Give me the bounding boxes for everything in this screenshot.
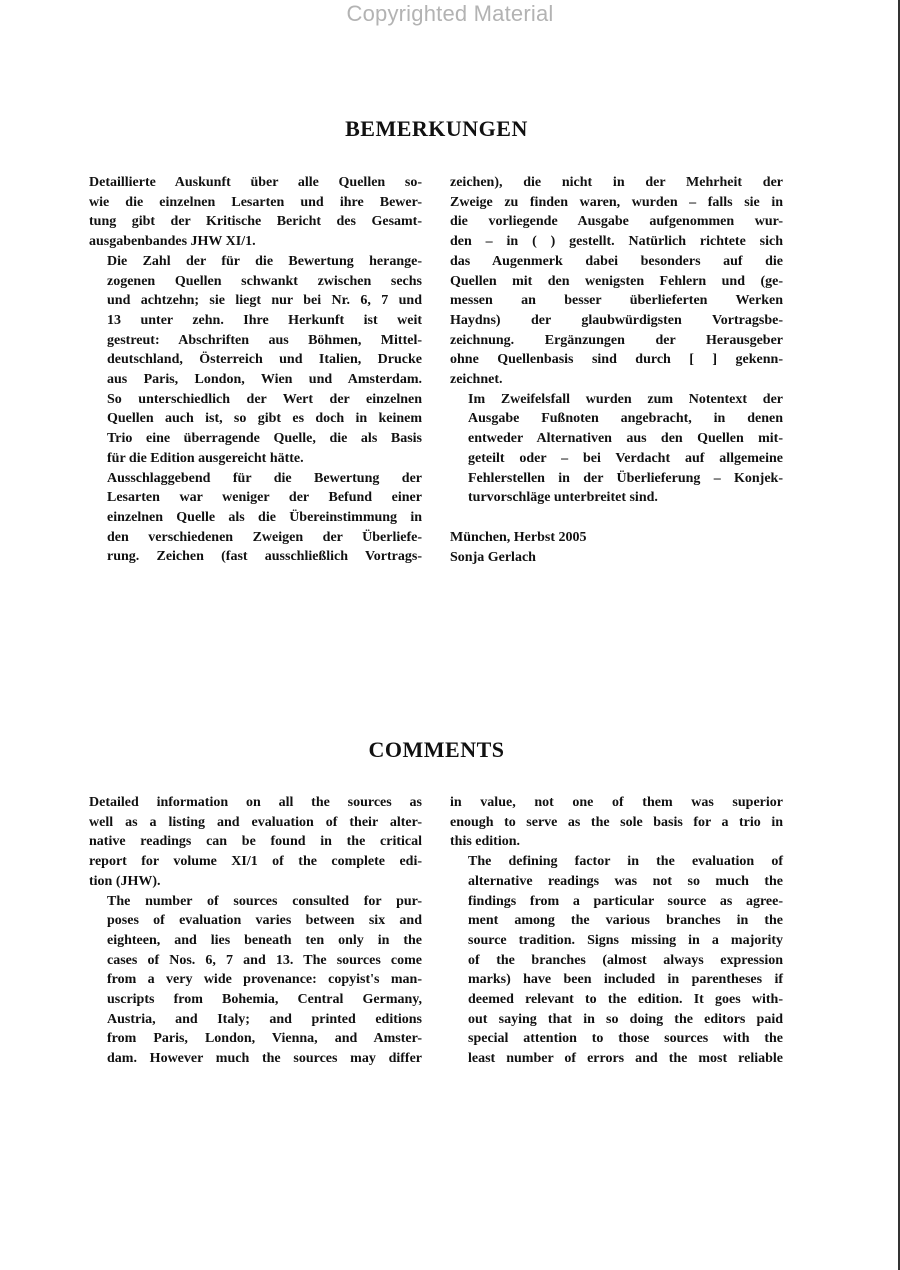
german-left-column bbox=[89, 173, 422, 567]
text-line: tion (JHW). bbox=[89, 873, 161, 889]
text-line: rung. Zeichen (fast ausschließlich Vortrags- bbox=[107, 549, 422, 565]
paragraph bbox=[89, 793, 422, 892]
author-name: Sonja Gerlach bbox=[450, 549, 536, 565]
text-line: den – in ( ) gestellt. Natürlich richtete sich bbox=[450, 234, 783, 250]
text-line: from a very wide provenance: copyist's man- bbox=[107, 972, 422, 988]
text-line: zeichnet. bbox=[450, 372, 503, 388]
text-line: gestreut: Abschriften aus Böhmen, Mittel- bbox=[107, 332, 422, 348]
text-line: messen an besser überlieferten Werken bbox=[450, 293, 783, 309]
text-line: 13 unter zehn. Ihre Herkunft ist weit bbox=[107, 312, 422, 328]
paragraph bbox=[450, 173, 783, 390]
text-line: native readings can be found in the critical bbox=[89, 834, 422, 850]
text-line: out saying that in so doing the editors paid bbox=[468, 1011, 783, 1027]
text-line: report for volume XI/1 of the complete edi- bbox=[89, 854, 422, 870]
text-line: uscripts from Bohemia, Central Germany, bbox=[107, 992, 422, 1008]
text-line: dam. However much the sources may differ bbox=[107, 1051, 422, 1067]
text-line: tung gibt der Kritische Bericht des Gesamt- bbox=[89, 214, 422, 230]
english-section-title: COMMENTS bbox=[368, 737, 505, 762]
paragraph bbox=[89, 252, 422, 469]
text-line: So unterschiedlich der Wert der einzelnen bbox=[107, 391, 422, 407]
text-line: Quellen mit den wenigsten Fehlern und (ge- bbox=[450, 273, 783, 289]
text-line: Detaillierte Auskunft über alle Quellen so- bbox=[89, 175, 422, 190]
text-line: from Paris, London, Vienna, and Amster- bbox=[107, 1031, 422, 1047]
place-date: München, Herbst 2005 bbox=[450, 529, 587, 545]
text-line: deemed relevant to the edition. It goes with- bbox=[468, 992, 783, 1008]
text-line: Ausschlaggebend für die Bewertung der bbox=[107, 470, 422, 486]
text-line: this edition. bbox=[450, 834, 521, 850]
text-line: zogenen Quellen schwankt zwischen sechs bbox=[107, 273, 422, 289]
english-right-column bbox=[450, 793, 783, 1069]
text-line: The defining factor in the evaluation of bbox=[468, 854, 783, 870]
text-line: wie die einzelnen Lesarten und ihre Bewer- bbox=[89, 194, 422, 210]
paragraph bbox=[89, 469, 422, 568]
text-line: Detailed information on all the sources as bbox=[89, 795, 422, 810]
text-line: well as a listing and evaluation of their alter- bbox=[89, 814, 422, 830]
paragraph bbox=[450, 390, 783, 508]
text-line: die vorliegende Ausgabe aufgenommen wur- bbox=[450, 214, 783, 230]
signature-block bbox=[450, 528, 783, 567]
text-line: cases of Nos. 6, 7 and 13. The sources come bbox=[107, 952, 422, 968]
text-line: of the branches (almost always expression bbox=[468, 952, 783, 968]
text-line: Zweige zu finden waren, wurden – falls sie in bbox=[450, 194, 783, 210]
paragraph bbox=[89, 173, 422, 252]
text-line: den verschiedenen Zweigen der Überliefe- bbox=[107, 529, 422, 545]
text-line: zeichen), die nicht in der Mehrheit der bbox=[450, 175, 783, 190]
text-line: special attention to those sources with the bbox=[468, 1031, 783, 1047]
english-left-column bbox=[89, 793, 422, 1069]
text-line: Quellen auch ist, so gibt es doch in keinem bbox=[107, 411, 422, 427]
text-line: Trio eine überragende Quelle, die als Basis bbox=[107, 431, 422, 447]
text-line: alternative readings was not so much the bbox=[468, 873, 783, 889]
text-line: einzelnen Quelle als die Übereinstimmung in bbox=[107, 509, 422, 525]
text-line: ohne Quellenbasis sind durch [ ] gekenn- bbox=[450, 352, 783, 368]
text-line: ausgabenbandes JHW XI/1. bbox=[89, 234, 256, 250]
text-line: in value, not one of them was superior bbox=[450, 795, 783, 810]
text-line: Im Zweifelsfall wurden zum Notentext der bbox=[468, 391, 783, 407]
copyright-watermark: Copyrighted Material bbox=[346, 1, 554, 26]
paragraph bbox=[89, 892, 422, 1069]
text-line: und achtzehn; sie liegt nur bei Nr. 6, 7 und bbox=[107, 293, 422, 309]
text-line: Fehlerstellen in der Überlieferung – Konjek- bbox=[468, 470, 783, 486]
text-line: source tradition. Signs missing in a majority bbox=[468, 932, 783, 948]
text-line: Die Zahl der für die Bewertung herange- bbox=[107, 253, 422, 269]
text-line: geteilt oder – bei Verdacht auf allgemeine bbox=[468, 450, 783, 466]
text-line: zeichnung. Ergänzungen der Herausgeber bbox=[450, 332, 783, 348]
text-line: findings from a particular source as agree- bbox=[468, 893, 783, 909]
text-line: turvorschläge unterbreitet sind. bbox=[468, 490, 658, 506]
text-line: entweder Alternativen aus den Quellen mit- bbox=[468, 431, 783, 447]
german-section-title: BEMERKUNGEN bbox=[345, 116, 528, 141]
text-line: aus Paris, London, Wien und Amsterdam. bbox=[107, 372, 422, 388]
text-line: poses of evaluation varies between six and bbox=[107, 913, 422, 929]
text-line: marks) have been included in parentheses if bbox=[468, 972, 783, 988]
paragraph bbox=[450, 852, 783, 1069]
text-line: enough to serve as the sole basis for a trio in bbox=[450, 814, 783, 830]
german-right-column bbox=[450, 173, 783, 567]
text-line: eighteen, and lies beneath ten only in the bbox=[107, 932, 422, 948]
text-line: ment among the various branches in the bbox=[468, 913, 783, 929]
text-line: Haydns) der glaubwürdigsten Vortragsbe- bbox=[450, 312, 783, 328]
text-line: Lesarten war weniger der Befund einer bbox=[107, 490, 422, 506]
text-line: Austria, and Italy; and printed editions bbox=[107, 1011, 422, 1027]
text-line: least number of errors and the most reliable bbox=[468, 1051, 783, 1067]
text-line: das Augenmerk dabei besonders auf die bbox=[450, 253, 783, 269]
text-line: deutschland, Österreich und Italien, Drucke bbox=[107, 352, 422, 368]
text-line: für die Edition ausgereicht hätte. bbox=[107, 450, 304, 466]
text-line: Ausgabe Fußnoten angebracht, in denen bbox=[468, 411, 783, 427]
text-line: The number of sources consulted for pur- bbox=[107, 893, 422, 909]
paragraph bbox=[450, 793, 783, 852]
